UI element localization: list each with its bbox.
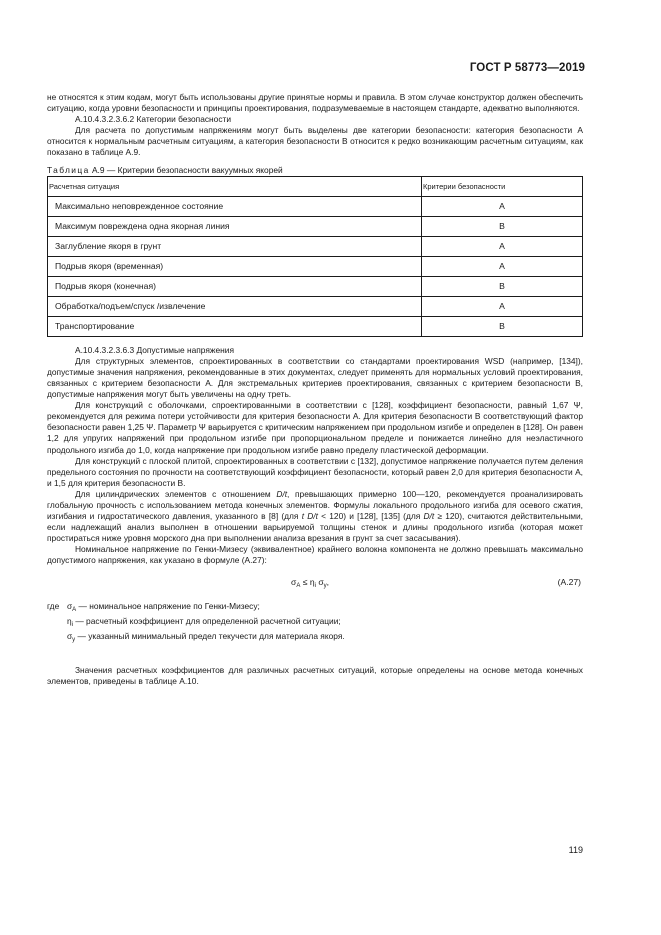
where-line (47, 616, 583, 631)
dt-ratio: D/t (423, 511, 435, 522)
paragraph-cylindrical (47, 489, 583, 544)
symbol: σ (67, 600, 73, 611)
dt-ratio: t D/t (301, 511, 318, 522)
intro-paragraph: не относятся к этим кодам, могут быть использованы другие принятые нормы и правила. В этом случае конструктор должен обеспечить ситуацию, когда уровни безопасности и принципы проектирования, подразумеваемые в настоящем стандарте, адекватно выполняются. (47, 92, 583, 114)
table-header-row (48, 176, 583, 196)
text-run: Для цилиндрических элементов с отношением (75, 488, 277, 499)
subscript: i (71, 621, 74, 628)
table-row (48, 256, 583, 276)
criterion-cell: A (422, 256, 583, 276)
table-row (48, 276, 583, 296)
safety-categories-paragraph: Для расчета по допустимым напряжениям могут быть выделены две категории безопасности: категория безопасности A относится к нормальным расчетным ситуациям, а категория безопасности B относится к редко возникающим расчетным ситуациям, как показано в таблице А.9. (47, 125, 583, 158)
safety-criteria-table (47, 176, 583, 337)
dt-ratio: D/t (276, 488, 288, 499)
situation-cell: Подрыв якоря (конечная) (48, 276, 422, 296)
subscript: y (323, 582, 327, 589)
sigma-symbol: σ (315, 576, 324, 587)
table-row (48, 236, 583, 256)
situation-cell: Заглубление якоря в грунт (48, 236, 422, 256)
criterion-cell: B (422, 316, 583, 336)
criterion-cell: A (422, 196, 583, 216)
subscript: i (314, 582, 316, 589)
where-first-line (47, 601, 583, 616)
symbol: η (67, 615, 72, 626)
table-caption (47, 165, 583, 176)
page-body (47, 92, 583, 687)
text-run: ≥ 120), считаются действительными, если надлежащий анализ выполнен в отношении варьируемой толщины стенок и длины продольного изгиба (которая может простираться ниже уровня морского дна при выполнении анализа врезания в грунт за счет засасывания). (47, 511, 583, 544)
situation-cell: Обработка/подъем/спуск /извлечение (48, 296, 422, 316)
subscript: y (72, 636, 76, 643)
paragraph-wsd: Для структурных элементов, спроектированных в соответствии со стандартами проектирования WSD (например, [134]), допустимые значения напряжения, рекомендованные в этих документах, следует применять для нормальных условий проектирования, связанных с критерием безопасности A. Для экстремальных критериев проектирования, связанных с критерием безопасности B, допустимые напряжения могут быть увеличены на одну треть. (47, 355, 583, 400)
paragraph-flat-plate: Для конструкций с плоской плитой, спроектированных в соответствии с [132], допустимое напряжение получается путем деления предельного состояния по прочности на соответствующий коэффициент безопасности, который равен 2,0 для критерия безопасности A, и 1,5 для критерия безопасности B. (47, 455, 583, 488)
definition-text: — указанный минимальный предел текучести для материала якоря. (75, 630, 345, 641)
formula-comma: , (326, 576, 330, 587)
leq-sign: ≤ (300, 576, 310, 587)
situation-cell: Подрыв якоря (временная) (48, 256, 422, 276)
formula-a27 (47, 571, 583, 597)
text-run: < 120) и [128], [135] (для (317, 511, 424, 522)
criterion-cell: B (422, 276, 583, 296)
table-row (48, 216, 583, 236)
column-header-criterion: Критерии безопасности (422, 176, 583, 196)
criterion-cell: A (422, 296, 583, 316)
section-heading-allowable-stresses: А.10.4.3.2.3.6.3 Допустимые напряжения (75, 344, 234, 355)
page-number: 119 (568, 845, 583, 855)
closing-paragraph: Значения расчетных коэффициентов для различных расчетных ситуаций, которые определены на основе метода конечных элементов, приведены в таблице А.10. (47, 664, 583, 686)
situation-cell: Транспортирование (48, 316, 422, 336)
situation-cell: Максимум повреждена одна якорная линия (48, 216, 422, 236)
definition-text: — расчетный коэффициент для определенной расчетной ситуации; (73, 615, 341, 626)
section-heading-safety-categories: А.10.4.3.2.3.6.2 Категории безопасности (75, 114, 232, 125)
table-row (48, 296, 583, 316)
where-label: где (47, 600, 60, 611)
symbol: σ (67, 630, 73, 641)
table-row (48, 316, 583, 336)
definition-text: — номинальное напряжение по Генки-Мизесу; (76, 600, 260, 611)
situation-cell: Максимально неповрежденное состояние (48, 196, 422, 216)
table-row (48, 196, 583, 216)
sigma-symbol: σ (291, 576, 297, 587)
formula-number: (А.27) (557, 576, 581, 587)
document-header: ГОСТ Р 58773—2019 (469, 62, 585, 74)
column-header-situation: Расчетная ситуация (48, 176, 422, 196)
eta-symbol: η (309, 576, 315, 587)
where-line (47, 631, 583, 646)
text-run: , превышающих примерно 100—120, рекомендуется проанализировать глобальную прочность с использованием метода конечных элементов. Формулы локального продольного изгиба для осевого сжатия, изгибания и гидростатического давления, указанного в [8] (для (47, 488, 583, 522)
table-caption-text: А.9 — Критерии безопасности вакуумных якорей (89, 164, 283, 175)
table-caption-prefix: Таблица (47, 164, 90, 175)
criterion-cell: B (422, 216, 583, 236)
paragraph-shells: Для конструкций с оболочками, спроектированными в соответствии с [128], коэффициент безопасности, равный 1,67 Ψ, рекомендуется для режима потери устойчивости для критерия безопасности A. Для критерия безопасности B соответствующий фактор безопасности равен 1,25 Ψ. Параметр Ψ варьируется с критическим напряжением при продольном изгибе и определен в [128]. Он равен 1,2 для упругих напряжений при продольном изгибе при пропорциональном пределе и понижается линейно для неэластичного продольного изгиба до 1,0, когда напряжение при продольном изгибе равно пределу пластической деформации. (47, 400, 583, 455)
criterion-cell: A (422, 236, 583, 256)
paragraph-von-mises: Номинальное напряжение по Генки-Мизесу (эквивалентное) крайнего волокна компонента не должно превышать максимально допустимого напряжения, как указано в формуле (А.27): (47, 544, 583, 566)
formula-expression (291, 577, 329, 592)
subscript: A (72, 606, 77, 613)
subscript: A (296, 582, 301, 589)
